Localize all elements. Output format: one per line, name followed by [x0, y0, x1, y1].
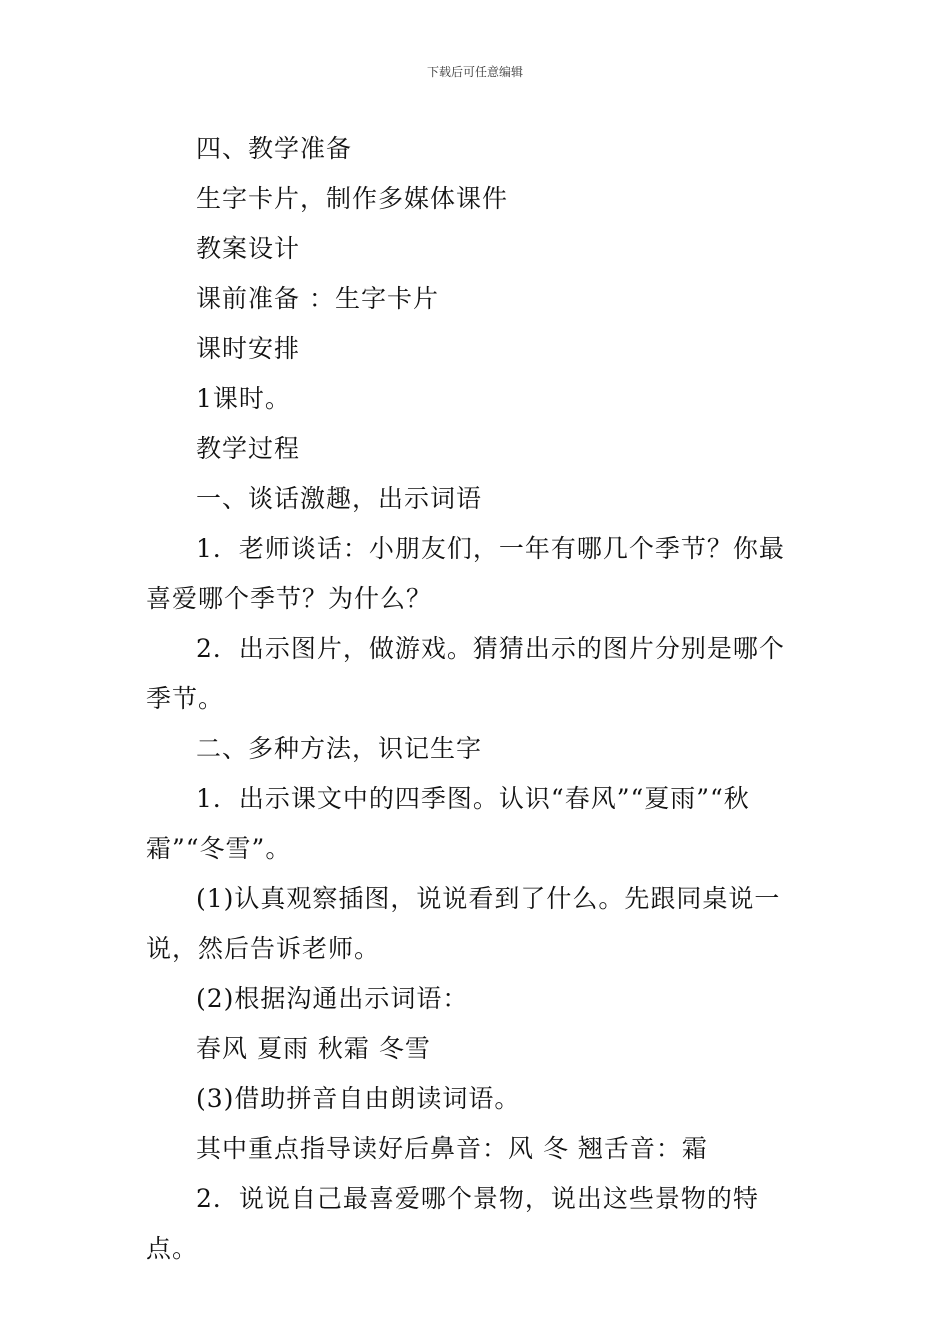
paragraph-section-heading: 四、教学准备 [196, 134, 353, 163]
paragraph: 2．说说自己最喜爱哪个景物，说出这些景物的特点。 [146, 1184, 759, 1263]
page-header: 下载后可任意编辑 [426, 65, 523, 79]
paragraph: 1．老师谈话：小朋友们，一年有哪几个季节？你最喜爱哪个季节？为什么？ [146, 534, 785, 613]
paragraph: 2．出示图片，做游戏。猜猜出示的图片分别是哪个季节。 [146, 634, 785, 713]
paragraph-section-heading: 教案设计 [196, 234, 301, 263]
document-body [146, 124, 810, 1274]
paragraph: 课前准备 ：生字卡片 [196, 284, 439, 313]
paragraph-section-heading: 课时安排 [196, 334, 301, 363]
paragraph: 1．出示课文中的四季图。认识“春风”“夏雨”“秋霜”“冬雪”。 [146, 784, 750, 863]
paragraph: 其中重点指导读好后鼻音：风 冬 翘舌音：霜 [196, 1134, 708, 1163]
paragraph-section-heading: 二、多种方法，识记生字 [196, 734, 483, 763]
paragraph: (2)根据沟通出示词语： [196, 984, 469, 1013]
paragraph-word-list: 春风 夏雨 秋霜 冬雪 [196, 1034, 431, 1063]
paragraph-section-heading: 教学过程 [196, 434, 301, 463]
paragraph: (1)认真观察插图，说说看到了什么。先跟同桌说一说，然后告诉老师。 [146, 884, 781, 963]
paragraph-section-heading: 一、谈话激趣，出示词语 [196, 484, 483, 513]
paragraph: 生字卡片，制作多媒体课件 [196, 184, 509, 213]
paragraph: 1课时。 [196, 384, 291, 413]
paragraph: (3)借助拼音自由朗读词语。 [196, 1084, 521, 1113]
